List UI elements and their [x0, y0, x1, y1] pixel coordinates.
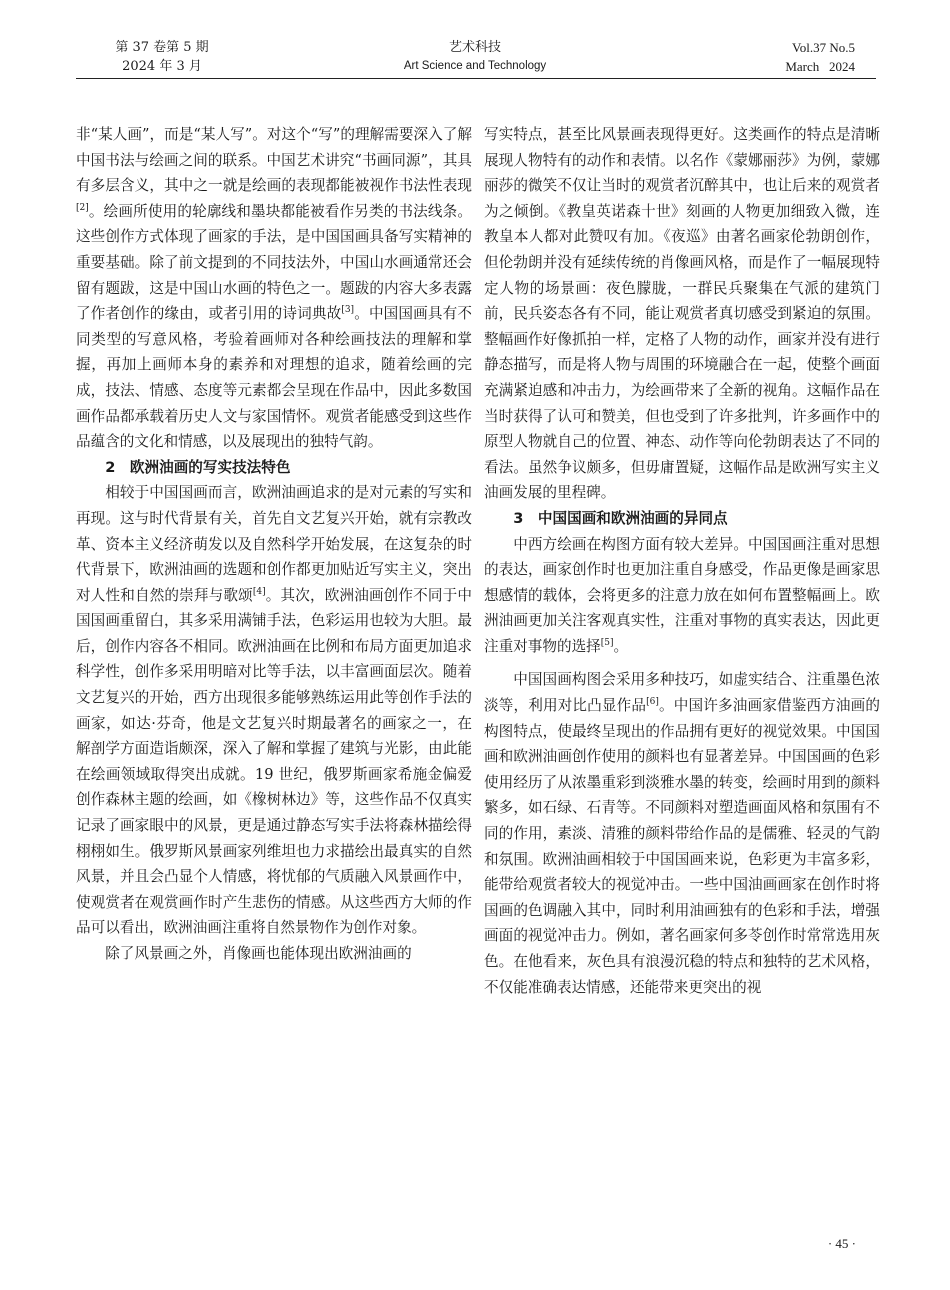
paragraph: 写实特点，甚至比风景画表现得更好。这类画作的特点是清晰展现人物特有的动作和表情。以名作《蒙娜丽莎》为例，蒙娜丽莎的微笑不仅让当时的观赏者沉醉其中，也让后来的观赏者为之倾倒。《教皇英诺森十世》刻画的人物更加细致入微，连教皇本人都对此赞叹有加。《夜巡》由著名画家伦勃朗创作，但伦勃朗并没有延续传统的肖像画风格，而是作了一幅展现特定人物的场景画：夜色朦胧，一群民兵聚集在气派的建筑门前，民兵姿态各有不同，能让观赏者真切感受到紧迫的氛围。整幅画作好像抓拍一样，定格了人物的动作，画家并没有进行静态描写，而是将人物与周围的环境融合在一起，使整个画面充满紧迫感和冲击力，为绘画带来了全新的视角。这幅作品在当时获得了认可和赞美，但也受到了许多批判，许多画作中的原型人物就自己的位置、神态、动作等向伦勃朗表达了不同的看法。虽然争议颇多，但毋庸置疑，这幅作品是欧洲写实主义油画发展的里程碑。 [484, 126, 880, 502]
volume-issue: 第 37 卷第 5 期 [115, 40, 209, 55]
paragraph: 相较于中国国画而言，欧洲油画追求的是对元素的写实和再现。这与时代背景有关，首先自文艺复兴开始，就有宗教改革、资本主义经济萌发以及自然科学开始发展，在这复杂的时代背景下，欧洲油画的选题和创作都更加贴近写实主义，突出对人性和自然的崇拜与歌颂[4]。其次，欧洲油画创作不同于中国国画重留白，其多采用满铺手法，色彩运用也较为大胆。最后，创作内容各不相同。欧洲油画在比例和布局方面更加追求科学性，创作多采用明暗对比等手法，以丰富画面层次。随着文艺复兴的开始，西方出现很多能够熟练运用此等创作手法的画家，如达·芬奇，他是文艺复兴时期最著名的画家之一，在解剖学方面造诣颇深，深入了解和掌握了建筑与光影，由此能在绘画领域取得突出成就。19 世纪，俄罗斯画家希施金偏爱创作森林主题的绘画，如《橡树林边》等，这些作品不仅真实记录了画家眼中的风景，更是通过静态写实手法将森林描绘得栩栩如生。俄罗斯风景画家列维坦也力求描绘出最真实的自然风景，并且会凸显个人情感，将忧郁的气质融入风景画作中，使观赏者在观赏画作时产生悲伤的情感。从这些西方大师的作品可以看出，欧洲油画注重将自然景物作为创作对象。 [76, 484, 472, 937]
journal-issue [112, 38, 212, 76]
journal-issue-en [785, 38, 855, 76]
issue-date-en: March 2024 [785, 59, 855, 74]
right-column [484, 122, 880, 1000]
page-number: · 45 · [827, 1236, 856, 1251]
volume-issue-en: Vol.37 No.5 [792, 40, 855, 55]
citation: [2] [76, 202, 89, 213]
journal-title [375, 38, 575, 76]
section-heading: 2 欧洲油画的写实技法特色 [105, 458, 291, 476]
citation: [3] [341, 305, 355, 316]
paragraph: 中国国画构图会采用多种技巧，如虚实结合、注重墨色浓淡等，利用对比凸显作品[6]。中国许多油画家借鉴西方油画的构图特点，使最终呈现出的作品拥有更好的视觉效果。中国国画和欧洲油画创作使用的颜料也有显著差异。中国国画的色彩使用经历了从浓墨重彩到淡雅水墨的转变，绘画时用到的颜料繁多，如石绿、石青等。不同颜料对塑造画面风格和氛围有不同的作用，素淡、清雅的颜料带给作品的是儒雅、轻灵的气韵和氛围。欧洲油画相较于中国国画来说，色彩更为丰富多彩，能带给观赏者较大的视觉冲击。一些中国油画画家在创作时将国画的色调融入其中，同时利用油画独有的色彩和手法，增强画面的视觉冲击力。例如，著名画家何多苓创作时常常选用灰色。在他看来，灰色具有浪漫沉稳的特点和独特的艺术风格，不仅能准确表达情感，还能带来更突出的视 [484, 671, 880, 996]
section-heading: 3 中国国画和欧洲油画的异同点 [513, 509, 728, 527]
paragraph: 非“某人画”，而是“某人写”。对这个“写”的理解需要深入了解中国书法与绘画之间的联系。中国艺术讲究“书画同源”，其具有多层含义，其中之一就是绘画的表现都能被视作书法性表现[2]。绘画所使用的轮廓线和墨块都能被看作另类的书法线条。这些创作方式体现了画家的手法，是中国国画具备写实精神的重要基础。除了前文提到的不同技法外，中国山水画通常还会留有题跋，这是中国山水画的特色之一。题跋的内容大多表露了作者创作的缘由，或者引用的诗词典故[3]。中国国画具有不同类型的写意风格，考验着画师对各种绘画技法的理解和掌握，再加上画师本身的素养和对理想的追求，随着绘画的完成，技法、情感、态度等元素都会呈现在作品中，因此多数国画作品都承载着历史人文与家国情怀。观赏者能感受到这些作品蕴含的文化和情感，以及展现出的独特气韵。 [76, 126, 472, 451]
issue-date: 2024 年 3 月 [122, 59, 202, 74]
citation: [4] [252, 586, 266, 597]
header-rule [76, 78, 876, 79]
left-column [76, 122, 472, 967]
paragraph: 除了风景画之外，肖像画也能体现出欧洲油画的 [105, 945, 412, 962]
citation: [5] [600, 638, 614, 649]
journal-title-en: Art Science and Technology [403, 60, 547, 72]
page-header [0, 0, 950, 80]
citation: [6] [646, 697, 659, 708]
paragraph: 中西方绘画在构图方面有较大差异。中国国画注重对思想的表达，画家创作时也更加注重自身感受，作品更像是画家思想感情的载体，会将更多的注意力放在如何布置整幅画上。欧洲油画更加关注客观真实性，注重对事物的真实表达，因此更注重对事物的选择[5]。 [484, 535, 880, 655]
journal-title-cn: 艺术科技 [448, 40, 501, 55]
